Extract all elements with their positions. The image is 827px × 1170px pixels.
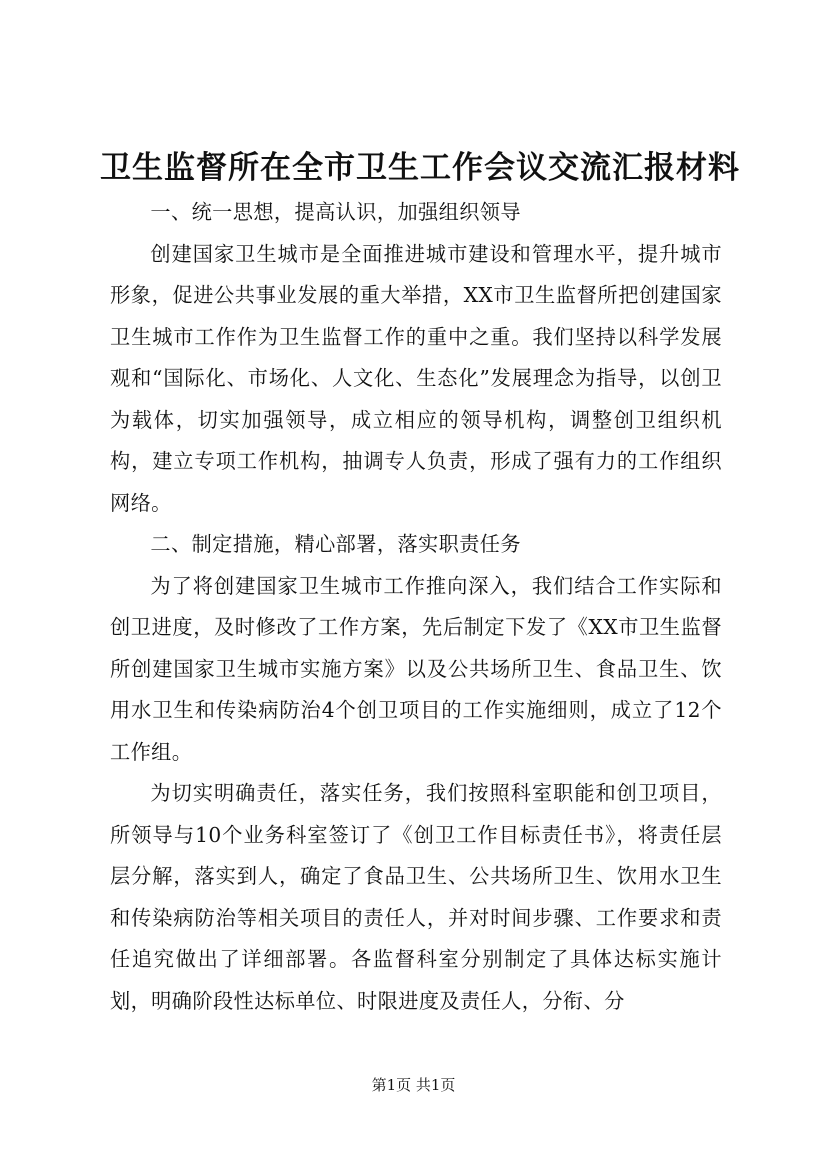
page-number-footer: 第1页 共1页 [371, 1076, 456, 1094]
document-body [110, 192, 722, 1022]
paragraph-1: 创建国家卫生城市是全面推进城市建设和管理水平，提升城市形象，促进公共事业发展的重大举措，XX市卫生监督所把创建国家卫生城市工作作为卫生监督工作的重中之重。我们坚持以科学发展观和“国际化、市场化、人文化、生态化”发展理念为指导，以创卫为载体，切实加强领导，成立相应的领导机构，调整创卫组织机构，建立专项工作机构，抽调专人负责，形成了强有力的工作组织网络。 [110, 241, 722, 515]
section-heading-1: 一、统一思想，提高认识，加强组织领导 [150, 200, 521, 224]
document-title: 卫生监督所在全市卫生工作会议交流汇报材料 [100, 150, 740, 186]
paragraph-2: 为了将创建国家卫生城市工作推向深入，我们结合工作实际和创卫进度，及时修改了工作方案，先后制定下发了《XX市卫生监督所创建国家卫生城市实施方案》以及公共场所卫生、食品卫生、饮用水卫生和传染病防治4个创卫项目的工作实施细则，成立了12个工作组。 [110, 573, 722, 764]
paragraph-3: 为切实明确责任，落实任务，我们按照科室职能和创卫项目，所领导与10个业务科室签订了《创卫工作目标责任书》，将责任层层分解，落实到人，确定了食品卫生、公共场所卫生、饮用水卫生和传染病防治等相关项目的责任人，并对时间步骤、工作要求和责任追究做出了详细部署。各监督科室分别制定了具体达标实施计划，明确阶段性达标单位、时限进度及责任人，分衔、分 [110, 781, 722, 1013]
section-heading-2: 二、制定措施，精心部署，落实职责任务 [150, 532, 521, 556]
